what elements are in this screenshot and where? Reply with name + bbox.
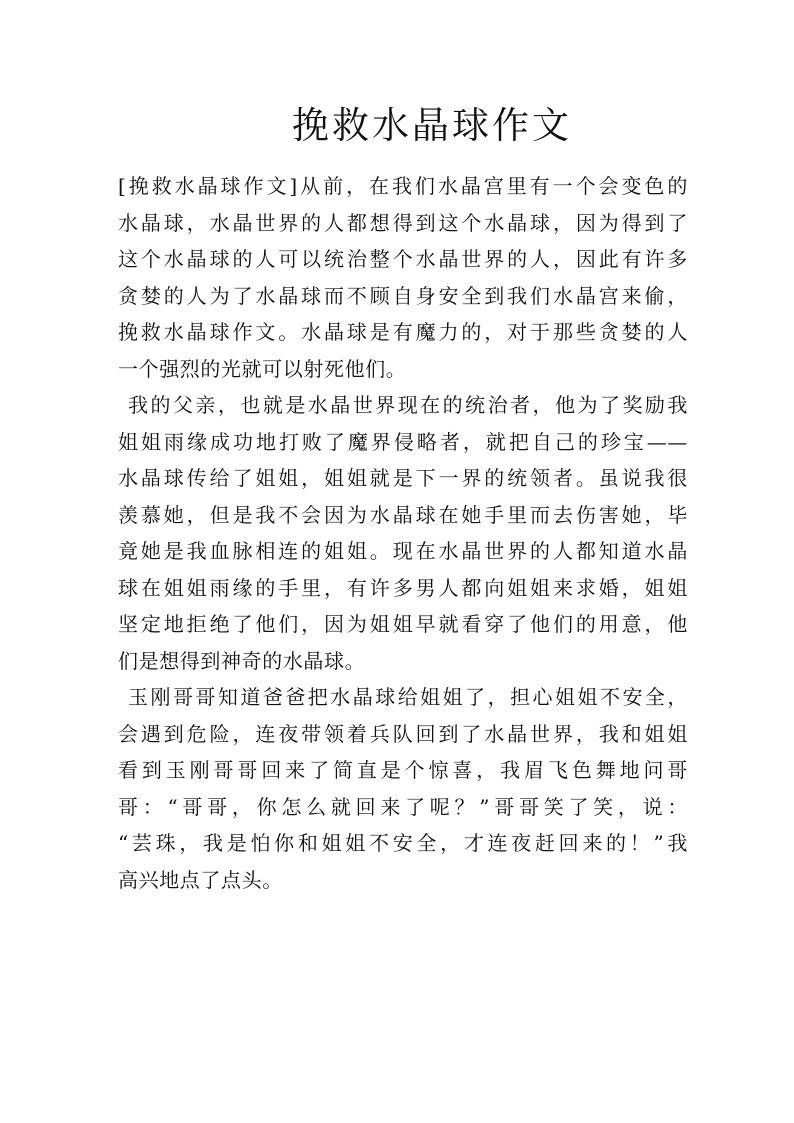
paragraph-line: 会遇到危险，连夜带领着兵队回到了水晶世界，我和姐姐 [118,721,688,746]
paragraph-line: 羡慕她，但是我不会因为水晶球在她手里而去伤害她，毕 [118,502,688,527]
paragraph-line: 竟她是我血脉相连的姐姐。现在水晶世界的人都知道水晶 [118,539,688,563]
paragraph-line: 姐姐雨缘成功地打败了魔界侵略者，就把自己的珍宝—— [118,429,688,454]
paragraph-line: 一个强烈的光就可以射死他们。 [118,356,407,381]
paragraph-line: 挽救水晶球作文。水晶球是有魔力的，对于那些贪婪的人 [118,320,688,344]
paragraph-line: 坚定地拒绝了他们，因为姐姐早就看穿了他们的用意，他 [118,612,688,636]
paragraph-line: 这个水晶球的人可以统治整个水晶世界的人，因此有许多 [118,247,688,271]
paragraph-line: 球在姐姐雨缘的手里，有许多男人都向姐姐来求婚，姐姐 [118,575,688,600]
document-title: 挽救水晶球作文 [292,104,572,147]
paragraph-line: 我的父亲，也就是水晶世界现在的统治者，他为了奖励我 [128,393,688,417]
paragraph-line: 水晶球，水晶世界的人都想得到这个水晶球，因为得到了 [118,210,688,235]
paragraph-line: “芸珠，我是怕你和姐姐不安全，才连夜赶回来的！”我 [118,831,688,855]
paragraph-line: 玉刚哥哥知道爸爸把水晶球给姐姐了，担心姐姐不安全， [128,685,688,709]
paragraph-line: 水晶球传给了姐姐，姐姐就是下一界的统领者。虽说我很 [118,466,688,490]
paragraph-line: 看到玉刚哥哥回来了简直是个惊喜，我眉飞色舞地问哥 [118,758,688,782]
paragraph-line: 们是想得到神奇的水晶球。 [118,648,366,673]
paragraph-line: [挽救水晶球作文]从前，在我们水晶宫里有一个会变色的 [118,174,688,198]
paragraph-line: 高兴地点了点头。 [118,867,283,892]
paragraph-line: 贪婪的人为了水晶球而不顾自身安全到我们水晶宫来偷， [118,283,688,308]
document-body [118,168,688,898]
paragraph-line: 哥：“哥哥，你怎么就回来了呢？”哥哥笑了笑，说： [118,794,688,819]
